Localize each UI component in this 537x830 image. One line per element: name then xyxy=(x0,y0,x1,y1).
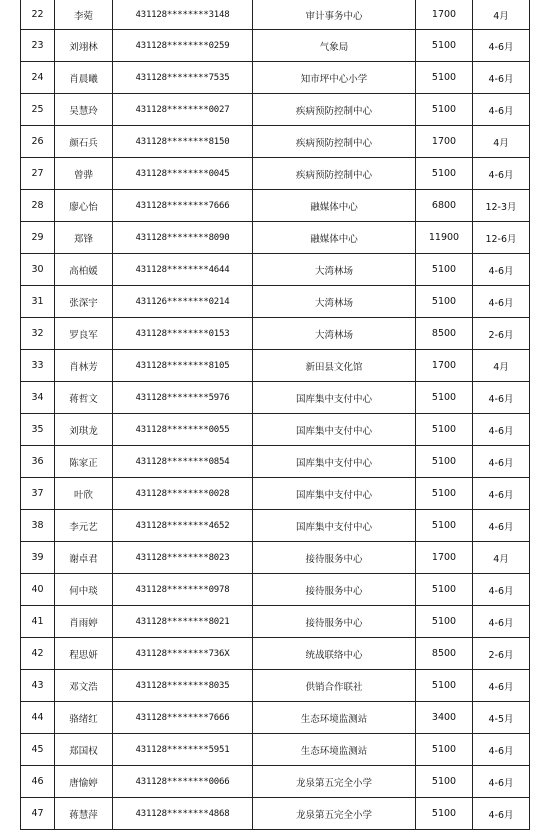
period-cell: 4-6月 xyxy=(473,446,530,478)
row-number-cell: 42 xyxy=(21,638,55,670)
name-cell: 曾骅 xyxy=(55,158,113,190)
table-row xyxy=(21,158,530,190)
period-cell: 4-6月 xyxy=(473,606,530,638)
row-number-cell: 44 xyxy=(21,702,55,734)
period-cell: 4月 xyxy=(473,350,530,382)
unit-cell: 疾病预防控制中心 xyxy=(253,126,416,158)
amount-cell: 1700 xyxy=(416,350,473,382)
name-cell: 何中琰 xyxy=(55,574,113,606)
unit-cell: 供销合作联社 xyxy=(253,670,416,702)
amount-cell: 5100 xyxy=(416,574,473,606)
row-number-cell: 32 xyxy=(21,318,55,350)
name-cell: 刘琪龙 xyxy=(55,414,113,446)
unit-cell: 融媒体中心 xyxy=(253,190,416,222)
row-number-cell: 27 xyxy=(21,158,55,190)
name-cell: 李菀 xyxy=(55,0,113,30)
table-body xyxy=(21,0,530,830)
period-cell: 12-3月 xyxy=(473,190,530,222)
amount-cell: 5100 xyxy=(416,30,473,62)
name-cell: 郑国权 xyxy=(55,734,113,766)
period-cell: 4-6月 xyxy=(473,382,530,414)
id-number-cell: 431128********0055 xyxy=(113,414,253,446)
amount-cell: 3400 xyxy=(416,702,473,734)
name-cell: 肖林芳 xyxy=(55,350,113,382)
table-row xyxy=(21,94,530,126)
unit-cell: 知市坪中心小学 xyxy=(253,62,416,94)
table-row xyxy=(21,446,530,478)
table-row xyxy=(21,254,530,286)
unit-cell: 龙泉第五完全小学 xyxy=(253,766,416,798)
id-number-cell: 431128********8150 xyxy=(113,126,253,158)
unit-cell: 生态环境监测站 xyxy=(253,734,416,766)
amount-cell: 5100 xyxy=(416,478,473,510)
period-cell: 4-6月 xyxy=(473,62,530,94)
amount-cell: 5100 xyxy=(416,158,473,190)
name-cell: 罗良军 xyxy=(55,318,113,350)
unit-cell: 接待服务中心 xyxy=(253,542,416,574)
period-cell: 4月 xyxy=(473,126,530,158)
row-number-cell: 31 xyxy=(21,286,55,318)
table-row xyxy=(21,702,530,734)
amount-cell: 6800 xyxy=(416,190,473,222)
id-number-cell: 431128********7666 xyxy=(113,190,253,222)
period-cell: 4-6月 xyxy=(473,510,530,542)
table-row xyxy=(21,542,530,574)
table-row xyxy=(21,414,530,446)
name-cell: 邓文浩 xyxy=(55,670,113,702)
row-number-cell: 33 xyxy=(21,350,55,382)
id-number-cell: 431128********7535 xyxy=(113,62,253,94)
row-number-cell: 36 xyxy=(21,446,55,478)
amount-cell: 5100 xyxy=(416,734,473,766)
period-cell: 4月 xyxy=(473,542,530,574)
period-cell: 2-6月 xyxy=(473,638,530,670)
unit-cell: 融媒体中心 xyxy=(253,222,416,254)
amount-cell: 1700 xyxy=(416,126,473,158)
amount-cell: 5100 xyxy=(416,446,473,478)
id-number-cell: 431128********4868 xyxy=(113,798,253,830)
unit-cell: 接待服务中心 xyxy=(253,574,416,606)
unit-cell: 大湾林场 xyxy=(253,286,416,318)
row-number-cell: 22 xyxy=(21,0,55,30)
id-number-cell: 431128********8105 xyxy=(113,350,253,382)
row-number-cell: 41 xyxy=(21,606,55,638)
table-row xyxy=(21,0,530,30)
row-number-cell: 34 xyxy=(21,382,55,414)
unit-cell: 接待服务中心 xyxy=(253,606,416,638)
id-number-cell: 431128********0066 xyxy=(113,766,253,798)
unit-cell: 国库集中支付中心 xyxy=(253,446,416,478)
unit-cell: 国库集中支付中心 xyxy=(253,510,416,542)
unit-cell: 龙泉第五完全小学 xyxy=(253,798,416,830)
amount-cell: 8500 xyxy=(416,318,473,350)
row-number-cell: 24 xyxy=(21,62,55,94)
amount-cell: 5100 xyxy=(416,382,473,414)
id-number-cell: 431126********0214 xyxy=(113,286,253,318)
amount-cell: 5100 xyxy=(416,254,473,286)
period-cell: 4月 xyxy=(473,0,530,30)
id-number-cell: 431128********0027 xyxy=(113,94,253,126)
name-cell: 廖心怡 xyxy=(55,190,113,222)
row-number-cell: 47 xyxy=(21,798,55,830)
name-cell: 肖雨婷 xyxy=(55,606,113,638)
name-cell: 张深宇 xyxy=(55,286,113,318)
table-row xyxy=(21,126,530,158)
period-cell: 4-6月 xyxy=(473,798,530,830)
table-row xyxy=(21,286,530,318)
unit-cell: 生态环境监测站 xyxy=(253,702,416,734)
row-number-cell: 35 xyxy=(21,414,55,446)
subsidy-table xyxy=(20,0,530,830)
name-cell: 蒋慧萍 xyxy=(55,798,113,830)
table-row xyxy=(21,510,530,542)
amount-cell: 5100 xyxy=(416,414,473,446)
period-cell: 4-5月 xyxy=(473,702,530,734)
id-number-cell: 431128********0153 xyxy=(113,318,253,350)
row-number-cell: 40 xyxy=(21,574,55,606)
id-number-cell: 431128********8021 xyxy=(113,606,253,638)
unit-cell: 国库集中支付中心 xyxy=(253,382,416,414)
row-number-cell: 26 xyxy=(21,126,55,158)
id-number-cell: 431128********4644 xyxy=(113,254,253,286)
name-cell: 骆绪红 xyxy=(55,702,113,734)
table-row xyxy=(21,382,530,414)
name-cell: 郑锋 xyxy=(55,222,113,254)
unit-cell: 国库集中支付中心 xyxy=(253,414,416,446)
table-row xyxy=(21,670,530,702)
name-cell: 陈家正 xyxy=(55,446,113,478)
table-row xyxy=(21,734,530,766)
amount-cell: 1700 xyxy=(416,0,473,30)
name-cell: 肖晨曦 xyxy=(55,62,113,94)
amount-cell: 1700 xyxy=(416,542,473,574)
table-row xyxy=(21,318,530,350)
amount-cell: 5100 xyxy=(416,94,473,126)
period-cell: 12-6月 xyxy=(473,222,530,254)
id-number-cell: 431128********3148 xyxy=(113,0,253,30)
unit-cell: 气象局 xyxy=(253,30,416,62)
unit-cell: 大湾林场 xyxy=(253,318,416,350)
amount-cell: 5100 xyxy=(416,798,473,830)
name-cell: 唐愉婷 xyxy=(55,766,113,798)
id-number-cell: 431128********8090 xyxy=(113,222,253,254)
id-number-cell: 431128********7666 xyxy=(113,702,253,734)
name-cell: 刘翊林 xyxy=(55,30,113,62)
id-number-cell: 431128********8035 xyxy=(113,670,253,702)
amount-cell: 5100 xyxy=(416,766,473,798)
amount-cell: 11900 xyxy=(416,222,473,254)
id-number-cell: 431128********5976 xyxy=(113,382,253,414)
table-row xyxy=(21,766,530,798)
table-row xyxy=(21,222,530,254)
unit-cell: 疾病预防控制中心 xyxy=(253,158,416,190)
name-cell: 谢卓君 xyxy=(55,542,113,574)
id-number-cell: 431128********5951 xyxy=(113,734,253,766)
period-cell: 4-6月 xyxy=(473,574,530,606)
row-number-cell: 23 xyxy=(21,30,55,62)
table-row xyxy=(21,62,530,94)
name-cell: 李元艺 xyxy=(55,510,113,542)
table-row xyxy=(21,574,530,606)
amount-cell: 5100 xyxy=(416,606,473,638)
name-cell: 叶欣 xyxy=(55,478,113,510)
id-number-cell: 431128********0854 xyxy=(113,446,253,478)
table-row xyxy=(21,478,530,510)
unit-cell: 新田县文化馆 xyxy=(253,350,416,382)
unit-cell: 审计事务中心 xyxy=(253,0,416,30)
table-row xyxy=(21,350,530,382)
row-number-cell: 39 xyxy=(21,542,55,574)
row-number-cell: 37 xyxy=(21,478,55,510)
period-cell: 4-6月 xyxy=(473,158,530,190)
period-cell: 4-6月 xyxy=(473,670,530,702)
unit-cell: 疾病预防控制中心 xyxy=(253,94,416,126)
unit-cell: 统战联络中心 xyxy=(253,638,416,670)
period-cell: 4-6月 xyxy=(473,286,530,318)
row-number-cell: 38 xyxy=(21,510,55,542)
row-number-cell: 28 xyxy=(21,190,55,222)
amount-cell: 5100 xyxy=(416,62,473,94)
table-row xyxy=(21,606,530,638)
id-number-cell: 431128********736X xyxy=(113,638,253,670)
unit-cell: 大湾林场 xyxy=(253,254,416,286)
id-number-cell: 431128********0045 xyxy=(113,158,253,190)
period-cell: 4-6月 xyxy=(473,478,530,510)
period-cell: 4-6月 xyxy=(473,766,530,798)
name-cell: 高柏媛 xyxy=(55,254,113,286)
id-number-cell: 431128********0259 xyxy=(113,30,253,62)
amount-cell: 5100 xyxy=(416,510,473,542)
id-number-cell: 431128********0978 xyxy=(113,574,253,606)
table-row xyxy=(21,190,530,222)
period-cell: 4-6月 xyxy=(473,254,530,286)
table-row xyxy=(21,798,530,830)
row-number-cell: 25 xyxy=(21,94,55,126)
unit-cell: 国库集中支付中心 xyxy=(253,478,416,510)
row-number-cell: 29 xyxy=(21,222,55,254)
period-cell: 4-6月 xyxy=(473,734,530,766)
row-number-cell: 45 xyxy=(21,734,55,766)
id-number-cell: 431128********0028 xyxy=(113,478,253,510)
name-cell: 程思妍 xyxy=(55,638,113,670)
period-cell: 2-6月 xyxy=(473,318,530,350)
name-cell: 颜石兵 xyxy=(55,126,113,158)
id-number-cell: 431128********4652 xyxy=(113,510,253,542)
row-number-cell: 30 xyxy=(21,254,55,286)
row-number-cell: 43 xyxy=(21,670,55,702)
table-row xyxy=(21,30,530,62)
subsidy-table-page xyxy=(20,0,525,828)
amount-cell: 5100 xyxy=(416,670,473,702)
amount-cell: 8500 xyxy=(416,638,473,670)
amount-cell: 5100 xyxy=(416,286,473,318)
row-number-cell: 46 xyxy=(21,766,55,798)
name-cell: 吴慧玲 xyxy=(55,94,113,126)
id-number-cell: 431128********8023 xyxy=(113,542,253,574)
name-cell: 蒋哲文 xyxy=(55,382,113,414)
table-row xyxy=(21,638,530,670)
period-cell: 4-6月 xyxy=(473,414,530,446)
period-cell: 4-6月 xyxy=(473,94,530,126)
period-cell: 4-6月 xyxy=(473,30,530,62)
